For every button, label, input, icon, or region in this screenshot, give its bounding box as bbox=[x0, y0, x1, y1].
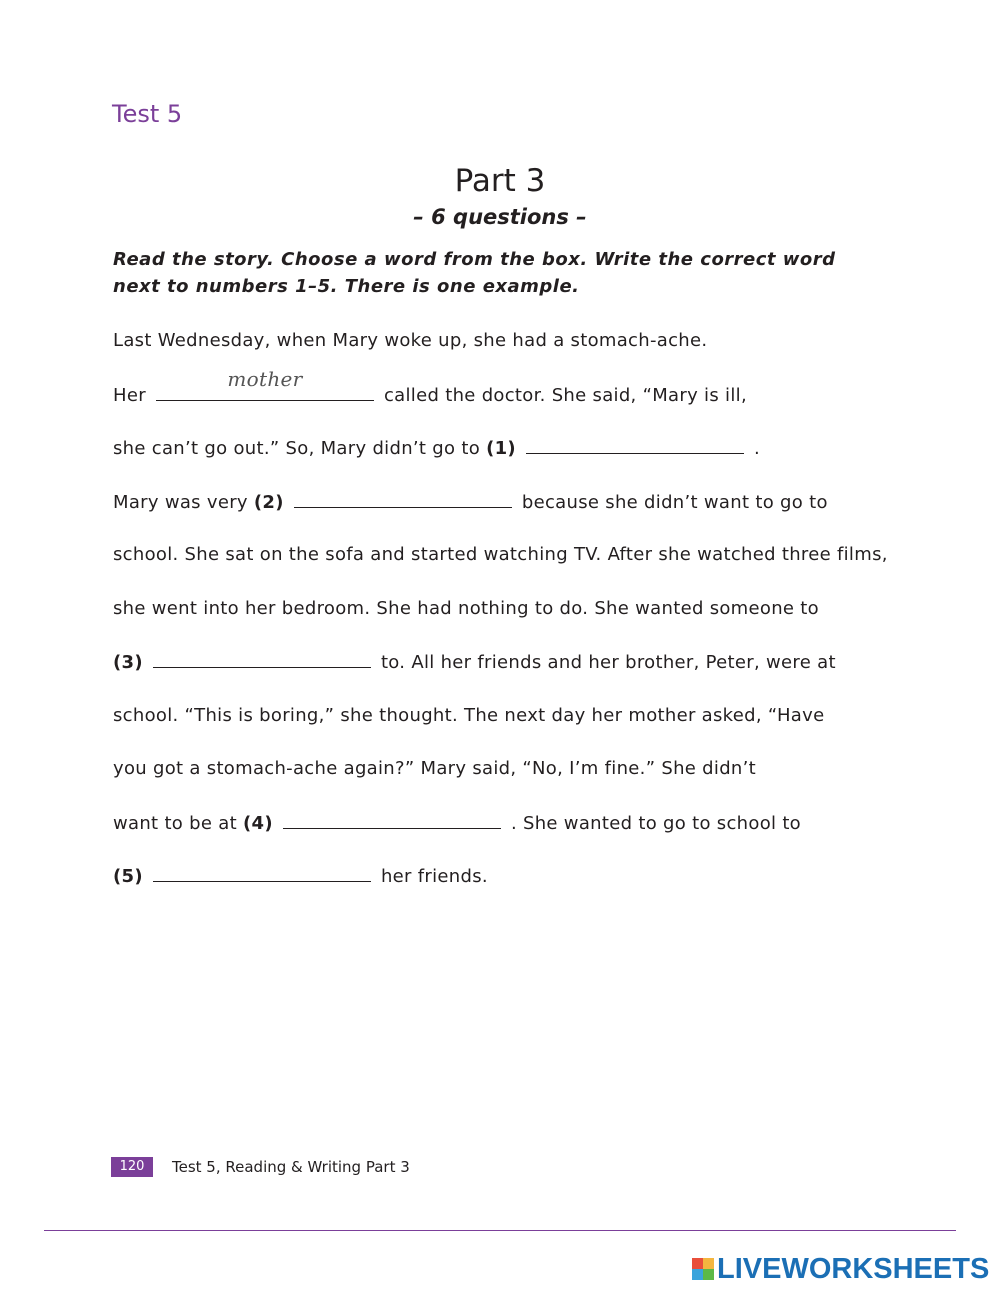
footer-caption: Test 5, Reading & Writing Part 3 bbox=[172, 1158, 410, 1176]
liveworksheets-logo[interactable] bbox=[692, 1254, 989, 1284]
question-number-5: (5) bbox=[113, 866, 143, 887]
story-line bbox=[113, 703, 913, 757]
logo-square-red bbox=[692, 1258, 703, 1269]
story-text: she can’t go out.” So, Mary didn’t go to bbox=[113, 438, 481, 459]
story-text: her friends. bbox=[380, 866, 488, 887]
story-line bbox=[113, 542, 913, 596]
instructions: Read the story. Choose a word from the box. Write the correct word next to numbers 1–5. There is one example. bbox=[113, 249, 836, 297]
answer-blank-5[interactable] bbox=[153, 863, 371, 882]
story-line bbox=[113, 649, 913, 703]
logo-square-blue bbox=[692, 1269, 703, 1280]
answer-blank-2[interactable] bbox=[294, 489, 512, 508]
test-label: Test 5 bbox=[112, 100, 183, 128]
logo-square-green bbox=[703, 1269, 714, 1280]
story-line bbox=[113, 756, 913, 810]
story-line bbox=[113, 596, 913, 650]
logo-square-yellow bbox=[703, 1258, 714, 1269]
question-number-1: (1) bbox=[486, 438, 516, 459]
story bbox=[113, 328, 913, 917]
story-line bbox=[113, 435, 913, 489]
example-answer: mother bbox=[227, 366, 303, 391]
question-number-3: (3) bbox=[113, 652, 143, 673]
answer-blank-1[interactable] bbox=[526, 435, 744, 454]
story-text: because she didn’t want to go to bbox=[521, 491, 828, 513]
story-text: called the doctor. She said, “Mary is ill, bbox=[383, 384, 747, 406]
story-line bbox=[113, 863, 913, 917]
story-text: Mary was very bbox=[113, 491, 248, 513]
answer-blank-4[interactable] bbox=[283, 810, 501, 829]
example-answer-blank bbox=[156, 366, 374, 401]
brand-name: LIVEWORKSHEETS bbox=[717, 1252, 990, 1285]
story-line bbox=[113, 489, 913, 543]
story-text: school. “This is boring,” she thought. The next day her mother asked, “Have bbox=[113, 704, 825, 726]
story-text: Her bbox=[113, 384, 146, 406]
story-text: school. She sat on the sofa and started watching TV. After she watched three films, bbox=[113, 544, 888, 565]
liveworksheets-icon bbox=[692, 1258, 714, 1280]
part-title: Part 3 bbox=[454, 163, 546, 199]
page-number-badge: 120 bbox=[111, 1157, 153, 1177]
story-text: want to be at bbox=[113, 812, 237, 834]
story-text: . She wanted to go to school to bbox=[510, 812, 801, 834]
footer-divider bbox=[44, 1230, 956, 1231]
story-line bbox=[113, 366, 913, 436]
question-number-2: (2) bbox=[253, 491, 284, 513]
story-text: Last Wednesday, when Mary woke up, she had a stomach-ache. bbox=[113, 330, 708, 351]
story-text: you got a stomach-ache again?” Mary said, “No, I’m fine.” She didn’t bbox=[113, 758, 757, 779]
part-subtitle: – 6 questions – bbox=[413, 205, 587, 229]
question-number-4: (4) bbox=[242, 812, 273, 834]
story-text: she went into her bedroom. She had nothing to do. She wanted someone to bbox=[113, 597, 819, 619]
story-text: to. All her friends and her brother, Peter, were at bbox=[380, 652, 836, 673]
story-text: . bbox=[754, 438, 761, 459]
answer-blank-3[interactable] bbox=[153, 649, 371, 668]
story-line bbox=[113, 810, 913, 864]
